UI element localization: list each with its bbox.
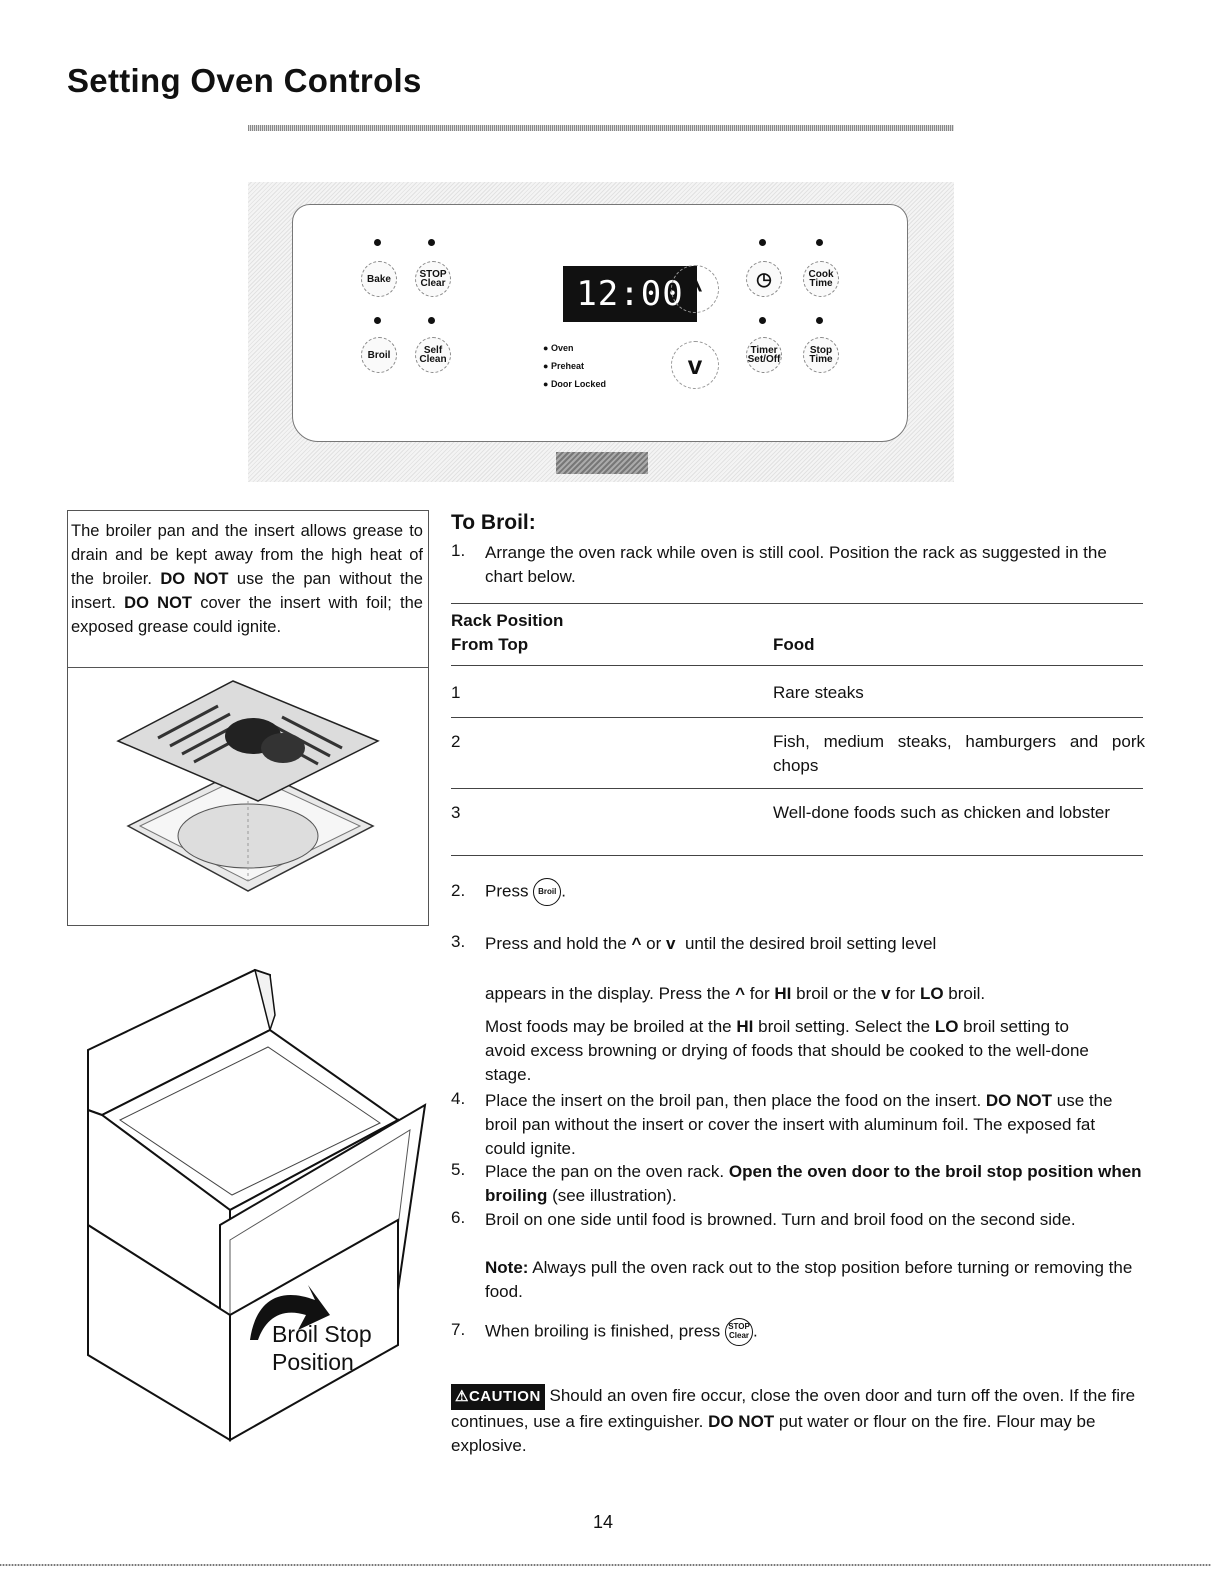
step7-text: When broiling is finished, press STOP Clear .	[485, 1318, 758, 1346]
control-panel-illustration	[248, 182, 954, 482]
range-broil-stop-drawing	[80, 955, 430, 1445]
step5-number: 5.	[451, 1160, 466, 1179]
clock-display: 12:00	[563, 266, 697, 322]
step2-text: Press Broil .	[485, 878, 566, 906]
bake-button-icon: Bake	[361, 261, 397, 297]
clock-icon: ◷	[746, 261, 782, 297]
broil-button-icon: Broil	[533, 878, 561, 906]
brand-badge	[556, 452, 648, 474]
table-row-food: Fish, medium steaks, hamburgers and pork chops	[773, 732, 1145, 775]
table-row-rack: 2	[451, 732, 461, 751]
step5-text: Place the pan on the oven rack. Open the oven door to the broil stop position when broiling (see illustration).	[485, 1162, 1142, 1205]
up-arrow-icon: ^	[735, 984, 746, 1003]
step7-number: 7.	[451, 1320, 466, 1339]
step4-number: 4.	[451, 1089, 466, 1108]
page-number: 14	[593, 1512, 614, 1532]
step1-text: Arrange the oven rack while oven is still cool. Position the rack as suggested in the chart below.	[485, 543, 1107, 586]
broiler-pan-drawing	[108, 676, 388, 921]
table-row-rack: 1	[451, 683, 461, 702]
self-clean-button-icon: Self Clean	[415, 337, 451, 373]
table-row-food: Rare steaks	[773, 683, 864, 702]
step3-details: Most foods may be broiled at the HI broil setting. Select the LO broil setting to avoid excess browning or drying of foods that should be cooked to the well-done stage.	[485, 1017, 1089, 1084]
step2-number: 2.	[451, 881, 466, 900]
stop-clear-button-icon: STOP Clear	[415, 261, 451, 297]
step3-number: 3.	[451, 932, 466, 951]
caution-badge: ⚠CAUTION	[451, 1384, 545, 1410]
broil-button-icon: Broil	[361, 337, 397, 373]
panel-face	[292, 204, 908, 442]
down-arrow-icon: v	[671, 341, 719, 389]
step3-line2: appears in the display. Press the ^ for HI broil or the v for LO broil.	[485, 984, 986, 1003]
table-row-rack: 3	[451, 803, 461, 822]
timer-button-icon: Timer Set/Off	[746, 337, 782, 373]
step4-text: Place the insert on the broil pan, then place the food on the insert. DO NOT use the broil pan without the insert or cover the insert with aluminum foil. The exposed fat could ignite.	[485, 1091, 1113, 1158]
step6-text: Broil on one side until food is browned. Turn and broil food on the second side.	[485, 1210, 1076, 1229]
up-arrow-icon: ^	[671, 265, 719, 313]
step1-number: 1.	[451, 541, 466, 560]
step6-note: Note: Always pull the oven rack out to the stop position before turning or removing the food.	[485, 1258, 1133, 1301]
step3-line1: Press and hold the ^ or v until the desired broil setting level	[485, 934, 937, 953]
stop-time-button-icon: Stop Time	[803, 337, 839, 373]
down-arrow-icon: v	[666, 934, 676, 953]
broil-stop-label: Broil Stop Position	[272, 1321, 372, 1375]
stop-clear-button-icon: STOP Clear	[725, 1318, 753, 1346]
table-row-food: Well-done foods such as chicken and lobster	[773, 803, 1111, 822]
footer-rule	[0, 1564, 1211, 1566]
step6-number: 6.	[451, 1208, 466, 1227]
broiler-pan-note-box	[67, 510, 429, 926]
indicator-oven: ● Oven	[543, 343, 574, 353]
table-header-rack: Rack Position From Top	[451, 611, 564, 654]
to-broil-heading: To Broil:	[451, 511, 536, 534]
title-rule	[248, 125, 954, 131]
down-arrow-icon: v	[881, 984, 891, 1003]
broiler-pan-note: The broiler pan and the insert allows grease to drain and be kept away from the high heat of the broiler. DO NOT use the pan without the insert. DO NOT cover the insert with foil; the exposed grease could ignite.	[71, 522, 423, 636]
indicator-preheat: ● Preheat	[543, 361, 584, 371]
up-arrow-icon: ^	[631, 934, 642, 953]
caution-block: ⚠CAUTION Should an oven fire occur, close the oven door and turn off the oven. If the fire continues, use a fire extinguisher. DO NOT put water or flour on the fire. Flour may be explosive.	[451, 1386, 1136, 1455]
indicator-door-locked: ● Door Locked	[543, 379, 606, 389]
page-title: Setting Oven Controls	[67, 62, 422, 99]
table-header-food: Food	[773, 635, 815, 654]
cook-time-button-icon: Cook Time	[803, 261, 839, 297]
